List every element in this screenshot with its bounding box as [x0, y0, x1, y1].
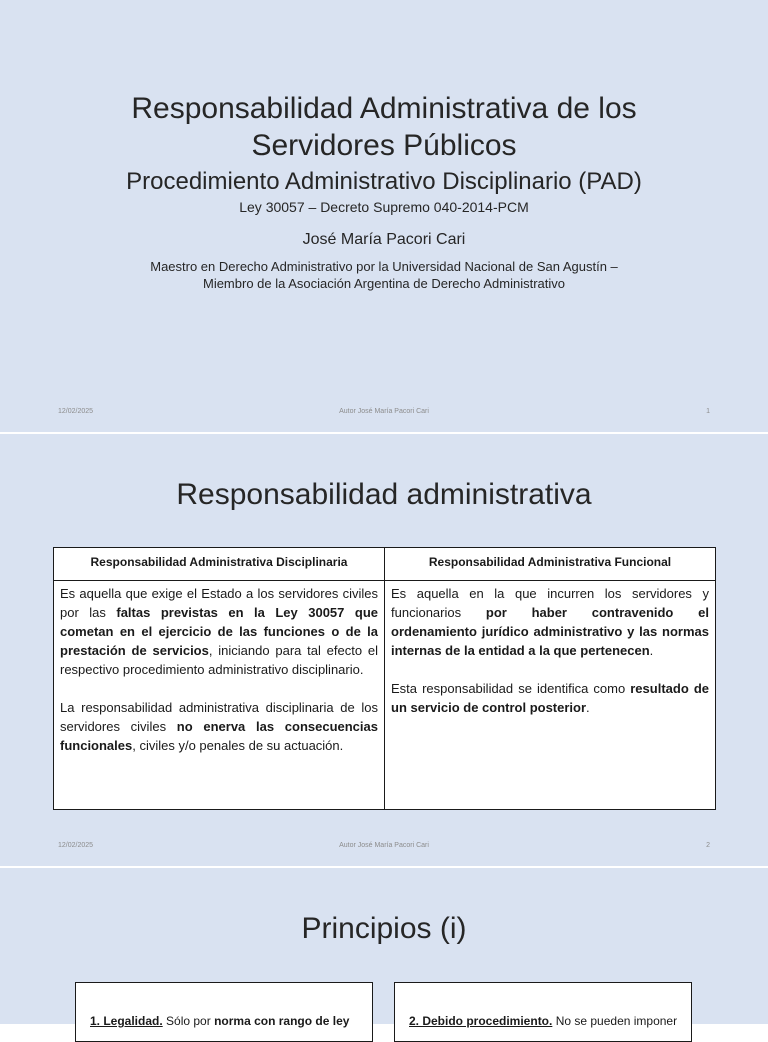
table-header-funcional: Responsabilidad Administrativa Funcional — [385, 548, 716, 581]
slide-number: 1 — [706, 408, 710, 415]
paragraph: La responsabilidad administrativa disciplinaria de los servidores civiles no enerva las consecuencias funcionales, civiles y/o penales de su actuación. — [60, 700, 378, 753]
table-row — [54, 581, 716, 810]
responsibility-table — [53, 547, 716, 810]
affiliation-line-2: Miembro de la Asociación Argentina de Derecho Administrativo — [202, 276, 566, 291]
footer-author: Autor José María Pacori Cari — [339, 842, 429, 849]
principle-heading: 1. Legalidad. — [90, 1014, 163, 1028]
slide-number: 2 — [706, 842, 710, 849]
principle-box-debido-procedimiento: 2. Debido procedimiento. No se pueden imponer — [394, 982, 692, 1042]
principle-box-legalidad: 1. Legalidad. Sólo por norma con rango de ley — [75, 982, 373, 1042]
slide-1-subtitle: Procedimiento Administrativo Disciplinario (PAD) — [126, 168, 642, 195]
paragraph: Es aquella en la que incurren los servidores y funcionarios por haber contravenido el ordenamiento jurídico administrativo y las normas internas de la entidad a la que pertenecen. — [391, 586, 709, 658]
law-reference: Ley 30057 – Decreto Supremo 040-2014-PCM — [239, 199, 529, 215]
slide-1-title — [0, 90, 768, 164]
author-affiliation — [0, 258, 768, 292]
slide-3-title: Principios (i) — [301, 912, 467, 945]
principle-heading: 2. Debido procedimiento. — [409, 1014, 553, 1028]
slide-2-title: Responsabilidad administrativa — [176, 478, 592, 511]
affiliation-line-1: Maestro en Derecho Administrativo por la Universidad Nacional de San Agustín – — [150, 259, 618, 274]
table-header-disciplinaria: Responsabilidad Administrativa Disciplinaria — [54, 548, 385, 581]
title-line-1: Responsabilidad Administrativa de los — [131, 92, 637, 125]
table-cell-disciplinaria — [54, 581, 385, 810]
author-name: José María Pacori Cari — [302, 231, 466, 248]
footer-date: 12/02/2025 — [58, 842, 94, 849]
footer-date: 12/02/2025 — [58, 408, 94, 415]
table-header-row — [54, 548, 716, 581]
table-cell-funcional — [385, 581, 716, 810]
footer-author: Autor José María Pacori Cari — [339, 408, 429, 415]
paragraph: Esta responsabilidad se identifica como resultado de un servicio de control posterior. — [391, 681, 710, 715]
title-line-2: Servidores Públicos — [251, 129, 517, 162]
slide-1 — [0, 0, 768, 432]
paragraph: Es aquella que exige el Estado a los servidores civiles por las faltas previstas en la Ley 30057 que cometan en el ejercicio de las funciones o de la prestación de servicios, iniciando para tal efecto el respectivo procedimiento administrativo disciplinario. — [60, 586, 378, 677]
